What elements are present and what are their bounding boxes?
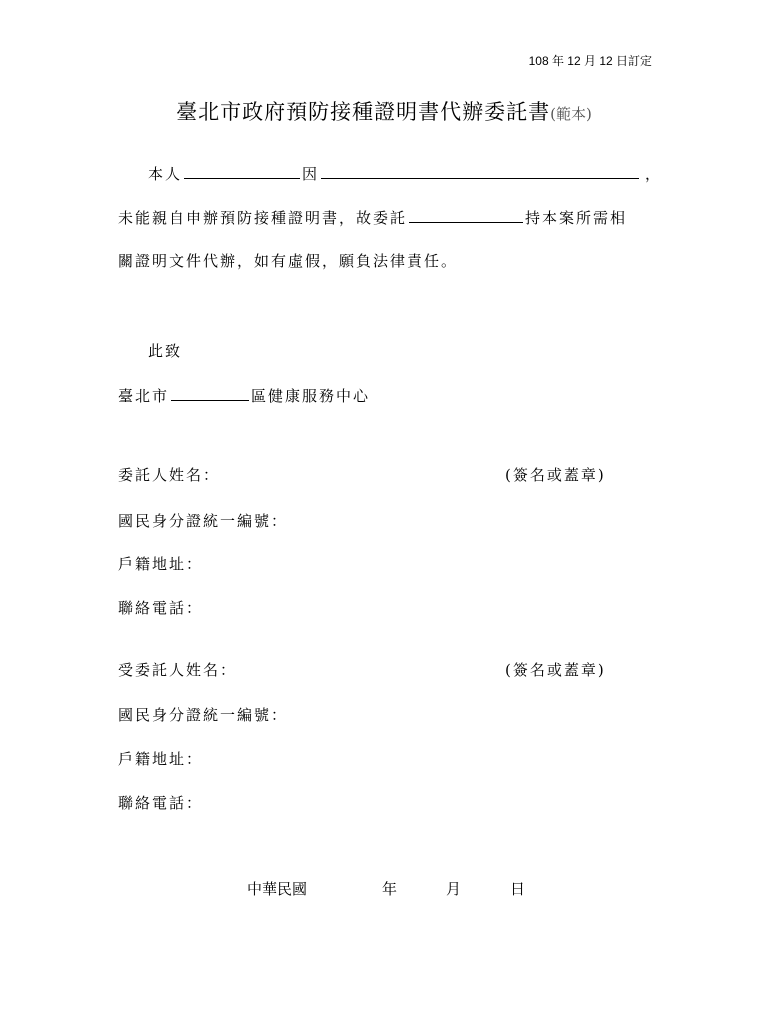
footer-era: 中華民國: [247, 880, 308, 898]
statement-line-2: [118, 206, 627, 228]
comma-mark: ，: [645, 165, 663, 183]
agent-id-label: 國民身分證統一編號：: [118, 706, 289, 724]
district-blank[interactable]: [171, 384, 249, 401]
recipient-line: [118, 384, 370, 406]
title-sample-tag: (範本): [550, 105, 592, 123]
recipient-city: 臺北市: [118, 387, 170, 405]
footer-month: 月: [446, 880, 462, 898]
footer-year: 年: [382, 880, 398, 898]
footer-day: 日: [510, 880, 526, 898]
reason-label: 因: [302, 165, 320, 183]
statement-line-3: 關證明文件代辦，如有虛假，願負法律責任。: [118, 252, 459, 270]
entrust-text: 未能親自申辦預防接種證明書，故委託: [118, 209, 408, 227]
principal-address-label: 戶籍地址：: [118, 555, 204, 573]
revision-date-note: 108 年 12 月 12 日訂定: [528, 54, 652, 68]
recipient-center: 區健康服務中心: [251, 387, 371, 405]
principal-sign-hint: (簽名或蓋章): [505, 466, 606, 484]
self-name-blank[interactable]: [184, 162, 300, 179]
document-title: [0, 96, 768, 126]
title-main: 臺北市政府預防接種證明書代辦委託書: [176, 100, 551, 124]
agent-name-blank[interactable]: [409, 206, 523, 223]
agent-sign-hint: (簽名或蓋章): [505, 661, 606, 679]
statement-line-1: [148, 162, 662, 184]
principal-id-label: 國民身分證統一編號：: [118, 512, 289, 530]
agent-address-label: 戶籍地址：: [118, 750, 204, 768]
reason-blank[interactable]: [321, 162, 639, 179]
hold-docs-text: 持本案所需相: [525, 209, 628, 227]
agent-phone-label: 聯絡電話：: [118, 794, 204, 812]
principal-phone-label: 聯絡電話：: [118, 599, 204, 617]
principal-name-label: 委託人姓名：: [118, 466, 221, 484]
salutation: 此致: [148, 342, 183, 360]
agent-name-label: 受委託人姓名：: [118, 661, 238, 679]
self-label: 本人: [148, 165, 183, 183]
